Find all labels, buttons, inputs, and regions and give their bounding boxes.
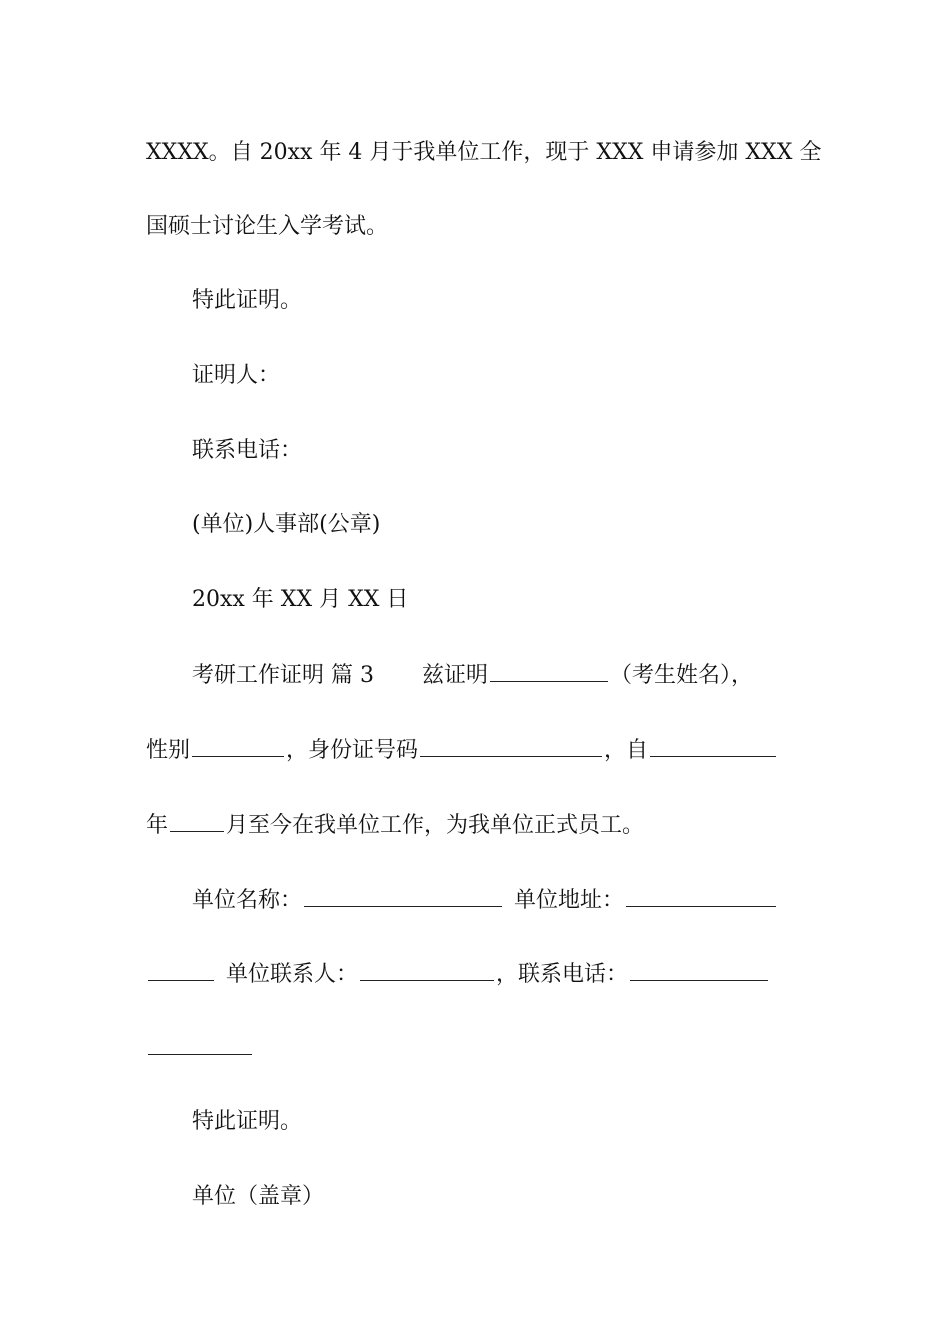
contact-phone-blank-line <box>146 1032 808 1064</box>
unit-info-line <box>192 884 808 916</box>
month-blank <box>170 809 224 832</box>
since-label: ，自 <box>604 738 649 763</box>
gender-blank <box>192 734 284 757</box>
unit-seal: 单位（盖章） <box>192 1184 325 1209</box>
gender-label: 性别 <box>146 738 191 763</box>
id-blank <box>420 734 602 757</box>
name-hint: （考生姓名）， <box>610 663 754 688</box>
contact-phone-blank-cont <box>148 1032 252 1055</box>
month-text: 月至今在我单位工作，为我单位正式员工。 <box>226 813 645 838</box>
phone-label: 联系电话： <box>192 438 303 463</box>
section-heading: 考研工作证明 篇 3 <box>192 663 374 688</box>
unit-address-label: 单位地址： <box>514 888 625 913</box>
contact-line <box>146 958 808 990</box>
unit-address-blank <box>626 884 776 907</box>
name-blank <box>490 659 608 682</box>
contact-phone-blank <box>630 958 768 981</box>
certify-statement: 特此证明。 <box>192 288 303 313</box>
contact-phone-label: ，联系电话： <box>496 962 629 987</box>
body-text: XXXX。自 20xx 年 4 月于我单位工作，现于 XXX 申请参加 XXX 全 <box>146 140 822 165</box>
unit-address-blank-cont <box>148 958 214 981</box>
paragraph-line <box>146 734 808 766</box>
section-3-first-line <box>192 659 808 691</box>
unit-name-blank <box>304 884 502 907</box>
unit-name-label: 单位名称： <box>192 888 303 913</box>
contact-person-label: 单位联系人： <box>226 962 359 987</box>
paragraph-line <box>146 138 822 168</box>
contact-person-blank <box>360 958 494 981</box>
hr-department-seal: (单位)人事部(公章) <box>192 512 381 537</box>
paragraph-line <box>146 212 808 242</box>
body-text: 国硕士讨论生入学考试。 <box>146 214 389 239</box>
date-line: 20xx 年 XX 月 XX 日 <box>192 587 409 612</box>
id-label: ，身份证号码 <box>286 738 419 763</box>
paragraph-line <box>146 809 808 841</box>
year-label: 年 <box>146 813 169 838</box>
hereby-text: 兹证明 <box>421 663 488 688</box>
certifier-label: 证明人： <box>192 363 281 388</box>
certify-statement: 特此证明。 <box>192 1109 303 1134</box>
since-blank <box>650 734 776 757</box>
